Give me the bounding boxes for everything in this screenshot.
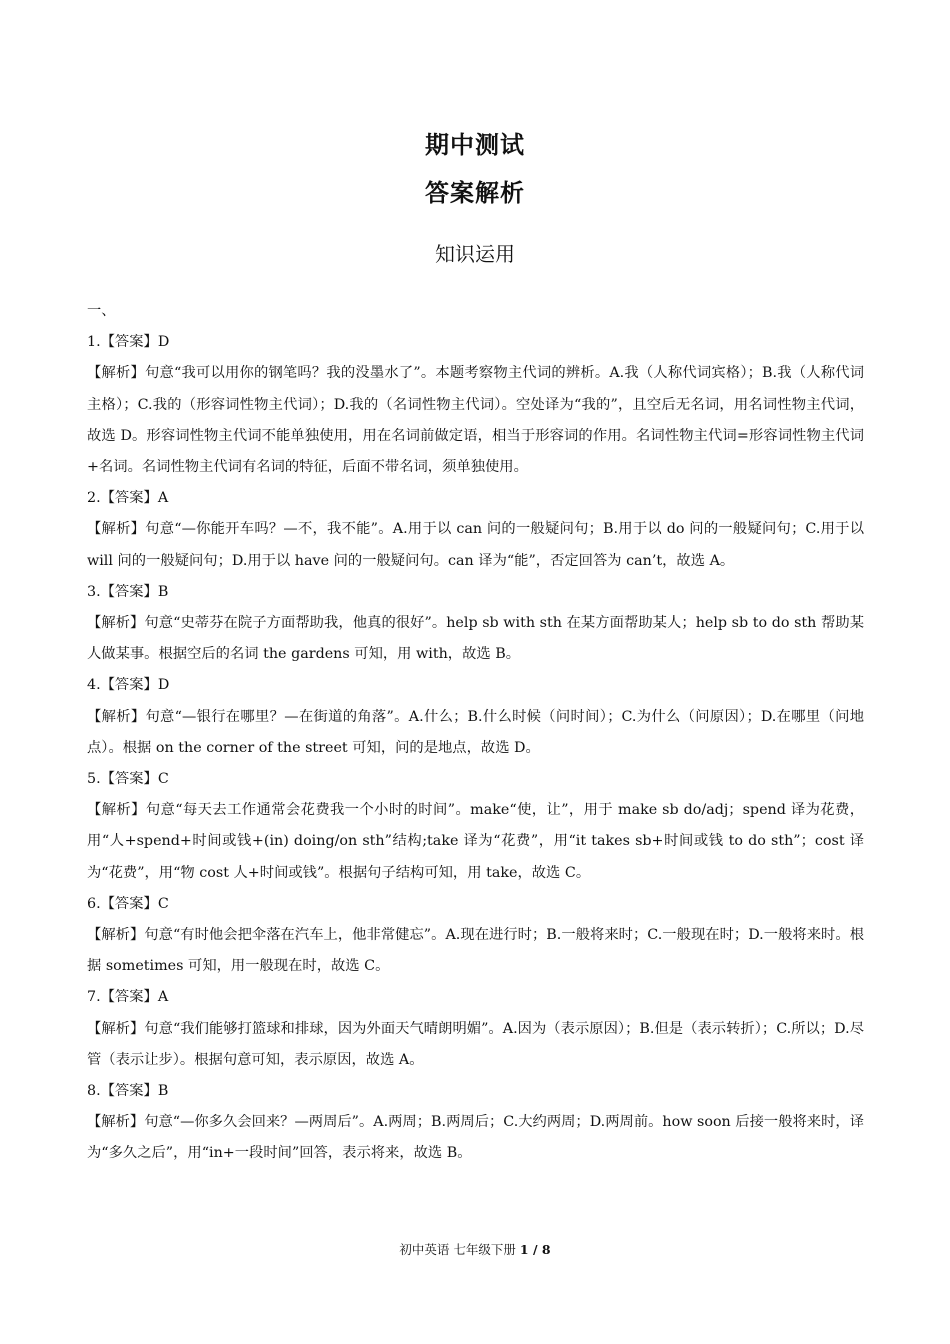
item-1-analysis: 【解析】句意“我可以用你的钢笔吗？我的没墨水了”。本题考察物主代词的辨析。A.我（人称代词宾格）；B.我（人称代词主格）；C.我的（形容词性物主代词）；D.我的（名词性物主代词）。空处译为“我的”，且空后无名词，用名词性物主代词，故选 D。形容词性物主代词不能单独使用，用在名词前做定语，相当于形容词的作用。名词性物主代词=形容词性物主代词+名词。名词性物主代词有名词的特征，后面不带名词，须单独使用。 (87, 365, 864, 476)
footer-text: 初中英语 七年级下册 (399, 1242, 516, 1257)
page-number: 1 / 8 (519, 1242, 551, 1257)
item-8-answer: 8.【答案】B (87, 1083, 169, 1100)
item-1-answer: 1.【答案】D (87, 334, 170, 351)
item-4-answer: 4.【答案】D (87, 677, 170, 694)
item-7-answer: 7.【答案】A (87, 989, 169, 1006)
page-subtitle: 答案解析 (425, 179, 525, 207)
item-2-answer: 2.【答案】A (87, 490, 169, 507)
item-3-analysis: 【解析】句意“史蒂芬在院子方面帮助我，他真的很好”。help sb with sth 在某方面帮助某人；help sb to do sth 帮助某人做某事。根据空后的名词 the gardens 可知，用 with，故选 B。 (87, 615, 864, 663)
item-7-analysis: 【解析】句意“我们能够打篮球和排球，因为外面天气晴朗明媚”。A.因为（表示原因）；B.但是（表示转折）；C.所以；D.尽管（表示让步）。根据句意可知，表示原因，故选 A。 (87, 1020, 864, 1068)
item-8-analysis: 【解析】句意“—你多久会回来？—两周后”。A.两周；B.两周后；C.大约两周；D.两周前。how soon 后接一般将来时，译为“多久之后”，用“in+一段时间”回答，表示将来，故选 B。 (87, 1114, 864, 1162)
section-title: 知识运用 (435, 242, 515, 266)
item-2-analysis: 【解析】句意“—你能开车吗？—不，我不能”。A.用于以 can 问的一般疑问句；B.用于以 do 问的一般疑问句；C.用于以 will 问的一般疑问句；D.用于以 have 问的一般疑问句。can 译为“能”，否定回答为 can’t，故选 A。 (87, 521, 864, 569)
item-5-analysis: 【解析】句意“每天去工作通常会花费我一个小时的时间”。make“使，让”，用于 make sb do/adj；spend 译为花费，用“人+spend+时间或钱+(in) doing/on sth”结构;take 译为“花费”，用“it takes sb+时间或钱 to do sth”；cost 译为“花费”，用“物 cost 人+时间或钱”。根据句子结构可知，用 take，故选 C。 (87, 802, 864, 881)
page-title: 期中测试 (425, 131, 525, 159)
page-footer (0, 1240, 950, 1258)
item-6-answer: 6.【答案】C (87, 895, 169, 912)
answer-content (87, 296, 864, 1170)
item-4-analysis: 【解析】句意“—银行在哪里？—在街道的角落”。A.什么；B.什么时候（问时间）；C.为什么（问原因）；D.在哪里（问地点）。根据 on the corner of the street 可知，问的是地点，故选 D。 (87, 708, 864, 756)
item-6-analysis: 【解析】句意“有时他会把伞落在汽车上，他非常健忘”。A.现在进行时；B.一般将来时；C.一般现在时；D.一般将来时。根据 sometimes 可知，用一般现在时，故选 C。 (87, 927, 864, 975)
item-3-answer: 3.【答案】B (87, 583, 169, 600)
item-5-answer: 5.【答案】C (87, 771, 169, 788)
part-label: 一、 (87, 303, 116, 319)
